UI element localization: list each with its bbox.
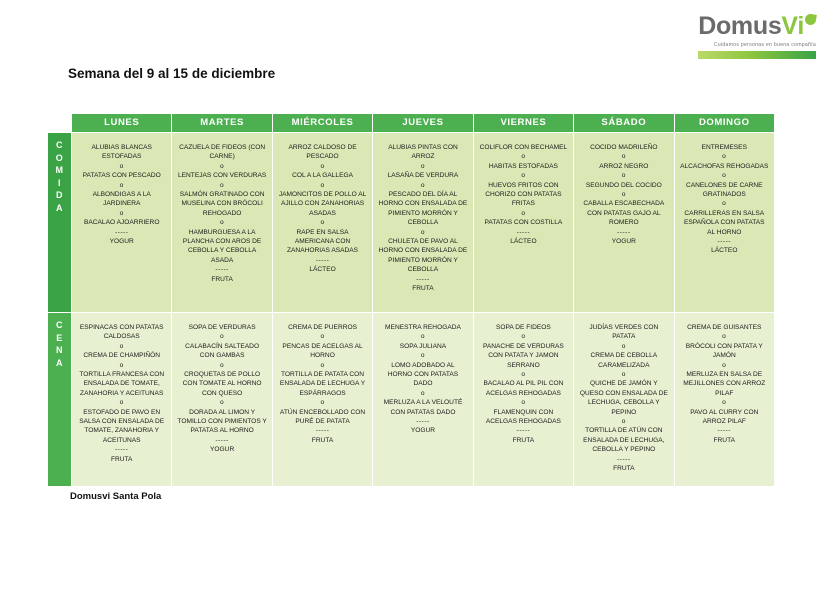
dish-separator: o <box>621 172 626 180</box>
row-label-cena-e: E <box>56 332 63 343</box>
dish-separator: o <box>521 399 526 407</box>
dish-item: HABITAS ESTOFADAS <box>488 162 558 170</box>
dish-item: CREMA DE CHAMPIÑÓN <box>83 352 160 360</box>
dish-separator: o <box>521 371 526 379</box>
dish-separator: ----- <box>215 266 229 274</box>
dish-separator: ----- <box>717 238 731 246</box>
dish-item: LOMO ADOBADO AL HORNO CON PATATAS DADO <box>387 361 459 388</box>
dish-item: ENTREMESES <box>701 144 747 151</box>
dish-item: CHULETA DE PAVO AL HORNO CON ENSALADA DE PIMIENTO MORRÓN Y CEBOLLA <box>378 238 468 274</box>
dish-item: YOGUR <box>109 238 134 246</box>
dish-separator: o <box>621 342 626 350</box>
dish-separator: o <box>722 399 727 407</box>
dish-separator: o <box>722 172 727 180</box>
dish-item: FRUTA <box>713 436 736 444</box>
dish-item: PENCAS DE ACELGAS AL HORNO <box>282 342 363 360</box>
dish-item: SALMÓN GRATINADO CON MUSELINA CON BRÓCOLI REHOGADO <box>179 191 265 217</box>
dish-item: ALBONDIGAS A LA JARDINERA <box>92 191 151 208</box>
dish-item: ALCACHOFAS REHOGADAS <box>680 162 769 170</box>
dish-separator: o <box>521 172 526 180</box>
dish-separator: o <box>521 153 526 161</box>
dish-separator: o <box>220 361 225 369</box>
dish-item: CABALLA ESCABECHADA CON PATATAS GAJO AL ROMERO <box>583 200 665 227</box>
dish-item: SOPA JULIANA <box>399 342 447 350</box>
meal-cell-cena-lunes <box>72 313 172 487</box>
meal-cell-comida-sabado <box>574 133 674 313</box>
meal-cell-cena-domingo <box>674 313 774 487</box>
weekly-menu-table <box>47 113 775 487</box>
dish-item: CREMA DE CEBOLLA CARAMELIZADA <box>590 352 658 369</box>
dish-item: ARROZ CALDOSO DE PESCADO <box>288 144 357 161</box>
dish-item: TORTILLA FRANCESA CON ENSALADA DE TOMATE, ZANAHORIA Y ACEITUNAS <box>79 371 165 397</box>
dish-item: PATATAS CON COSTILLA <box>484 219 563 227</box>
dish-separator: o <box>420 228 426 236</box>
dish-item: CALABACÍN SALTEADO CON GAMBAS <box>185 342 260 360</box>
dish-separator: o <box>320 333 325 341</box>
brand-name: Domus <box>698 12 782 40</box>
dish-item: HAMBURGUESA A LA PLANCHA CON AROS DE CEBOLLA Y CEBOLLA ASADA <box>182 228 262 264</box>
day-header-sabado: SÁBADO <box>574 114 674 133</box>
dish-separator: ----- <box>717 427 731 435</box>
row-label-comida-a: A <box>56 202 63 213</box>
dish-separator: ----- <box>114 446 129 454</box>
corner-cell <box>48 114 72 133</box>
day-header-martes: MARTES <box>172 114 272 133</box>
table-row-comida <box>48 133 775 313</box>
page-title: Semana del 9 al 15 de diciembre <box>68 66 276 81</box>
dish-item: YOGUR <box>611 238 636 246</box>
leaf-icon <box>804 13 817 26</box>
dish-item: CREMA DE PUERROS <box>288 324 357 331</box>
dish-separator: o <box>220 219 225 227</box>
dish-separator: ----- <box>516 228 531 236</box>
meal-cell-comida-martes <box>172 133 272 313</box>
day-header-lunes: LUNES <box>72 114 172 133</box>
dish-item: YOGUR <box>410 427 436 435</box>
meal-cell-comida-viernes <box>473 133 573 313</box>
dish-separator: o <box>119 162 124 170</box>
dish-separator: ----- <box>315 256 330 264</box>
row-label-comida-c: C <box>56 140 63 150</box>
dish-item: QUICHE DE JAMÓN Y QUESO CON ENSALADA DE LECHUGA, CEBOLLA Y PEPINO <box>579 380 668 416</box>
dish-item: PAVO AL CURRY CON ARROZ PILAF <box>690 408 759 426</box>
dish-item: DORADA AL LIMON Y TOMILLO CON PIMIENTOS Y PATATAS AL HORNO <box>177 408 267 435</box>
dish-item: BACALAO AL PIL PIL CON ACELGAS REHOGADAS <box>483 380 564 397</box>
dish-item: TORTILLA DE PATATA CON ENSALADA DE LECHUGA Y ESPÁRRAGOS <box>279 371 366 397</box>
meal-cell-comida-lunes <box>72 133 172 313</box>
dish-separator: o <box>722 333 727 341</box>
dish-separator: o <box>521 333 526 341</box>
dish-separator: o <box>722 153 727 161</box>
dish-item: FLAMENQUIN CON ACELGAS REHOGADAS <box>485 408 561 426</box>
table-header-row <box>48 114 775 133</box>
dish-item: HUEVOS FRITOS CON CHORIZO CON PATATAS FRITAS <box>485 181 562 208</box>
dish-item: FRUTA <box>613 465 635 473</box>
dish-separator: o <box>621 371 626 379</box>
meal-cell-cena-viernes <box>473 313 573 487</box>
dish-separator: o <box>320 162 325 170</box>
dish-item: CANELONES DE CARNE GRATINADOS <box>685 181 763 199</box>
dish-item: CARRILLERAS EN SALSA ESPAÑOLA CON PATATAS AL HORNO <box>683 209 765 236</box>
dish-item: MERLUZA EN SALSA DE MEJILLONES CON ARROZ PILAF <box>683 371 766 397</box>
row-label-cena <box>48 313 72 487</box>
dish-separator: o <box>119 342 124 350</box>
dish-separator: o <box>621 191 626 199</box>
dish-item: YOGUR <box>210 446 235 454</box>
meal-cell-comida-domingo <box>674 133 774 313</box>
dish-item: JUDÍAS VERDES CON PATATA <box>589 324 659 341</box>
dish-item: FRUTA <box>512 436 535 444</box>
meal-cell-comida-miercoles <box>272 133 372 313</box>
dish-separator: ----- <box>617 455 631 463</box>
dish-separator: ----- <box>516 427 531 435</box>
dish-separator: o <box>420 181 426 189</box>
dish-item: BRÓCOLI CON PATATA Y JAMÓN <box>685 342 763 360</box>
dish-item: ALUBIAS PINTAS CON ARROZ <box>388 144 458 161</box>
dish-separator: o <box>220 181 225 189</box>
dish-item: PANACHE DE VERDURAS CON PATATA Y JAMON SERRANO <box>482 342 564 369</box>
brand-tagline: Cuidamos personas en buena compañía <box>713 42 816 48</box>
dish-separator: o <box>220 399 225 407</box>
dish-item: LENTEJAS CON VERDURAS <box>177 172 267 180</box>
dish-separator: o <box>521 209 526 217</box>
meal-cell-cena-miercoles <box>272 313 372 487</box>
dish-item: FRUTA <box>412 285 434 293</box>
row-label-comida-m: M <box>55 165 64 175</box>
dish-separator: ----- <box>416 418 430 426</box>
row-label-comida-o: O <box>55 152 64 163</box>
dish-separator: o <box>220 162 225 170</box>
brand-logo <box>698 14 816 59</box>
meal-cell-cena-martes <box>172 313 272 487</box>
dish-separator: o <box>621 418 626 426</box>
facility-name: Domusvi Santa Pola <box>70 491 162 502</box>
meal-cell-cena-sabado <box>574 313 674 487</box>
dish-separator: o <box>320 219 325 227</box>
dish-separator: o <box>119 181 124 189</box>
row-label-cena-c: C <box>56 320 63 330</box>
day-header-jueves: JUEVES <box>373 114 473 133</box>
dish-separator: o <box>621 153 626 161</box>
dish-separator: o <box>420 333 426 341</box>
dish-separator: o <box>722 361 727 369</box>
dish-item: JAMONCITOS DE POLLO AL AJILLO CON ZANAHORIAS ASADAS <box>278 191 367 217</box>
dish-item: MENESTRA REHOGADA <box>385 324 461 331</box>
row-label-comida <box>48 133 72 313</box>
dish-separator: o <box>420 352 426 360</box>
dish-separator: o <box>119 209 124 217</box>
dish-item: RAPE EN SALSA AMERICANA CON ZANAHORIAS ASADAS <box>287 228 359 255</box>
dish-separator: ----- <box>315 427 330 435</box>
dish-separator: o <box>420 389 426 397</box>
dish-item: ESTOFADO DE PAVO EN SALSA CON ENSALADA DE TOMATE, ZANAHORIA Y ACEITUNAS <box>79 408 165 444</box>
dish-separator: o <box>119 399 124 407</box>
dish-separator: o <box>320 399 325 407</box>
dish-separator: o <box>722 200 727 208</box>
dish-separator: ----- <box>215 436 229 444</box>
dish-item: LÁCTEO <box>711 247 738 255</box>
dish-item: LÁCTEO <box>309 266 336 274</box>
dish-item: COLIFLOR CON BECHAMEL <box>479 144 568 151</box>
meal-cell-cena-jueves <box>373 313 473 487</box>
table-row-cena <box>48 313 775 487</box>
row-label-comida-i: I <box>57 177 61 188</box>
dish-item: PATATAS CON PESCADO <box>82 172 161 180</box>
day-header-domingo: DOMINGO <box>674 114 774 133</box>
dish-item: ATÚN ENCEBOLLADO CON PURÉ DE PATATA <box>279 408 366 426</box>
dish-item: SOPA DE VERDURAS <box>188 324 256 331</box>
dish-item: TORTILLA DE ATÚN CON ENSALADA DE LECHUGA, CEBOLLA Y PEPINO <box>583 427 665 454</box>
row-label-comida-d: D <box>56 190 63 200</box>
row-label-cena-a: A <box>56 357 63 368</box>
dish-item: FRUTA <box>211 275 233 283</box>
dish-item: CAZUELA DE FIDEOS (CON CARNE) <box>179 144 266 161</box>
dish-item: ESPINACAS CON PATATAS CALDOSAS <box>79 324 164 341</box>
dish-separator: ----- <box>416 275 430 283</box>
dish-item: MERLUZA A LA VELOUTÉ CON PATATAS DADO <box>383 399 463 416</box>
dish-item: FRUTA <box>311 436 334 444</box>
dish-item: CROQUETAS DE POLLO CON TOMATE AL HORNO CON QUESO <box>182 371 262 397</box>
dish-separator: ----- <box>617 228 631 236</box>
dish-item: COL A LA GALLEGA <box>292 172 354 180</box>
dish-item: BACALAO AJOARRIERO <box>83 219 160 227</box>
dish-separator: ----- <box>114 228 129 236</box>
dish-item: LÁCTEO <box>510 238 537 246</box>
meal-cell-comida-jueves <box>373 133 473 313</box>
dish-item: PESCADO DEL DÍA AL HORNO CON ENSALADA DE PIMIENTO MORRÓN Y CEBOLLA <box>378 191 468 227</box>
dish-item: COCIDO MADRILEÑO <box>590 144 658 151</box>
dish-item: SOPA DE FIDEOS <box>495 324 551 331</box>
dish-separator: o <box>119 361 124 369</box>
dish-item: ALUBIAS BLANCAS ESTOFADAS <box>91 144 152 161</box>
dish-separator: o <box>320 361 325 369</box>
brand-gradient-bar <box>698 51 816 59</box>
dish-separator: o <box>220 333 225 341</box>
row-label-cena-n: N <box>56 345 63 355</box>
dish-item: ARROZ NEGRO <box>599 162 649 170</box>
dish-item: LASAÑA DE VERDURA <box>387 172 459 180</box>
dish-item: CREMA DE GUISANTES <box>687 324 762 331</box>
day-header-miercoles: MIÉRCOLES <box>272 114 372 133</box>
dish-separator: o <box>320 181 325 189</box>
dish-separator: o <box>420 162 426 170</box>
day-header-viernes: VIERNES <box>473 114 573 133</box>
brand-name-accent: Vi <box>781 12 804 40</box>
dish-item: FRUTA <box>110 455 133 463</box>
dish-item: SEGUNDO DEL COCIDO <box>585 181 662 189</box>
